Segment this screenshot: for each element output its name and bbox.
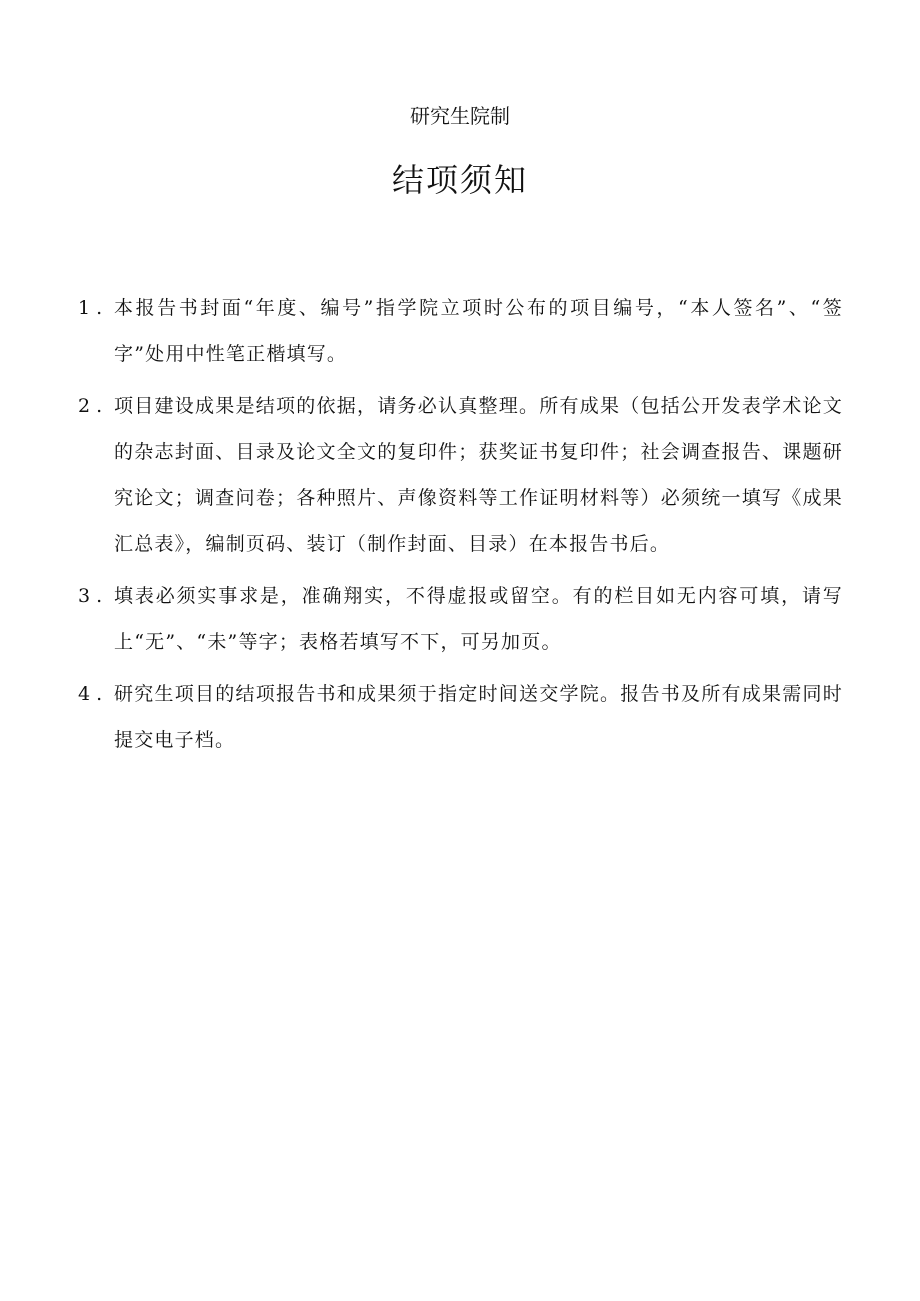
notice-item-2: [78, 383, 843, 567]
notice-text: 填表必须实事求是，准确翔实，不得虚报或留空。有的栏目如无内容可填，请写上“无”、“未”等字；表格若填写不下，可另加页。: [114, 585, 843, 653]
notice-list: [78, 285, 843, 769]
notice-number: 2 .: [78, 395, 103, 417]
notice-text: 项目建设成果是结项的依据，请务必认真整理。所有成果（包括公开发表学术论文的杂志封面、目录及论文全文的复印件；获奖证书复印件；社会调查报告、课题研究论文；调查问卷；各种照片、声像资料等工作证明材料等）必须统一填写《成果汇总表》，编制页码、装订（制作封面、目录）在本报告书后。: [114, 395, 843, 555]
notice-text: 本报告书封面“年度、编号”指学院立项时公布的项目编号，“本人签名”、“签字”处用中性笔正楷填写。: [114, 297, 843, 365]
notice-item-4: [78, 671, 843, 763]
page-title: 结项须知: [391, 161, 528, 199]
notice-item-1: [78, 285, 843, 377]
notice-number: 1 .: [78, 297, 103, 319]
notice-item-3: [78, 573, 843, 665]
issuer-label: 研究生院制: [410, 104, 510, 128]
notice-number: 4 .: [78, 683, 103, 705]
notice-number: 3 .: [78, 585, 103, 607]
notice-text: 研究生项目的结项报告书和成果须于指定时间送交学院。报告书及所有成果需同时提交电子档。: [114, 683, 843, 751]
